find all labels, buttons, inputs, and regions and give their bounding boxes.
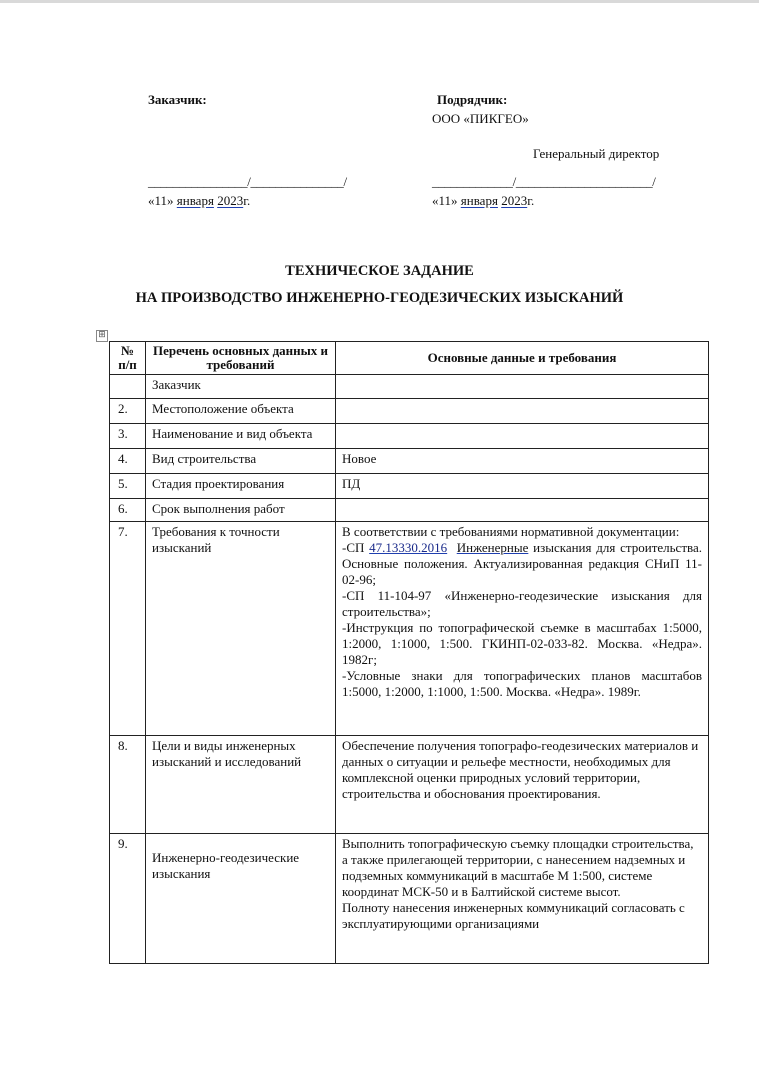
req-intro: В соответствии с требованиями нормативной документации:: [342, 524, 680, 539]
row-value: [336, 834, 709, 964]
col-header-data: Основные данные и требования: [336, 342, 709, 375]
date-month: января: [460, 193, 498, 208]
customer-signature-line: ________________/_______________/: [148, 174, 347, 189]
contractor-date: [432, 193, 534, 209]
requirements-table: [109, 341, 709, 964]
table-row: [110, 449, 709, 474]
date-day: «11»: [432, 193, 458, 208]
row-name: Требования к точности изысканий: [146, 522, 336, 736]
row-num: 5.: [110, 474, 146, 499]
row-num: 4.: [110, 449, 146, 474]
date-day: «11»: [148, 193, 174, 208]
req-item: -СП 11-104-97 «Инженерно-геодезические изыскания для строительства»;: [342, 588, 702, 619]
customer-label: Заказчик:: [148, 92, 207, 107]
row-value: [336, 499, 709, 522]
row-name: Цели и виды инженерных изысканий и исследований: [146, 736, 336, 834]
date-suffix: г.: [527, 193, 535, 208]
req-item: [342, 540, 702, 588]
col-header-num: № п/п: [110, 342, 146, 375]
contractor-position: Генеральный директор: [533, 146, 660, 161]
row-value: [336, 375, 709, 399]
doc-title-line1: ТЕХНИЧЕСКОЕ ЗАДАНИЕ: [285, 263, 474, 279]
req-item: -Условные знаки для топографических планов масштабов 1:5000, 1:2000, 1:1000, 1:500. Москва. «Недра». 1989г.: [342, 668, 702, 699]
row-name: Местоположение объекта: [146, 399, 336, 424]
customer-date: [148, 193, 250, 209]
row-name-text: Инженерно-геодезические изыскания: [152, 850, 300, 881]
row-num: 8.: [110, 736, 146, 834]
table-row: [110, 375, 709, 399]
sp-word: Инженерные: [456, 540, 529, 555]
row-num: 9.: [110, 834, 146, 964]
row-name: Наименование и вид объекта: [146, 424, 336, 449]
col-header-list: Перечень основных данных и требований: [146, 342, 336, 375]
row-num: 6.: [110, 499, 146, 522]
row-name: Заказчик: [146, 375, 336, 399]
req-prefix: -СП: [342, 540, 370, 555]
row-name: [146, 834, 336, 964]
row-num: 3.: [110, 424, 146, 449]
row-value: [336, 424, 709, 449]
table-row: [110, 474, 709, 499]
req-text: Полноту нанесения инженерных коммуникаций согласовать с эксплуатирующими организациями: [342, 900, 685, 931]
table-row: [110, 736, 709, 834]
table-row: [110, 834, 709, 964]
table-row: [110, 399, 709, 424]
date-year: 2023: [501, 193, 528, 208]
table-row: [110, 499, 709, 522]
table-header-row: [110, 342, 709, 375]
table-row: [110, 522, 709, 736]
date-year: 2023: [217, 193, 244, 208]
date-suffix: г.: [243, 193, 251, 208]
row-value: Новое: [336, 449, 709, 474]
row-name: Вид строительства: [146, 449, 336, 474]
table-row: [110, 424, 709, 449]
row-value: [336, 399, 709, 424]
row-value: [336, 522, 709, 736]
req-text: Выполнить топографическую съемку площадки строительства, а также прилегающей территории, с нанесением надземных и подземных коммуникаций в масштабе М 1:500, системе координат МСК-50 и в Балтийской системе высот.: [342, 836, 694, 899]
doc-title-line2: НА ПРОИЗВОДСТВО ИНЖЕНЕРНО-ГЕОДЕЗИЧЕСКИХ ИЗЫСКАНИЙ: [135, 290, 624, 306]
page-top-border: [0, 0, 759, 3]
row-num: [110, 375, 146, 399]
row-num: 2.: [110, 399, 146, 424]
table-move-handle-icon[interactable]: ⊞: [96, 330, 108, 342]
date-month: января: [176, 193, 214, 208]
sp-rest: изыскания для строительства. Основные положения. Актуализированная редакция СНиП 11-02-96;: [342, 540, 702, 587]
row-value: ПД: [336, 474, 709, 499]
req-item: -Инструкция по топографической съемке в масштабах 1:5000, 1:2000, 1:1000, 1:500. ГКИНП-02-033-82. Москва. «Недра». 1982г;: [342, 620, 702, 667]
row-num: 7.: [110, 522, 146, 736]
contractor-label: Подрядчик:: [437, 92, 508, 107]
row-name: Срок выполнения работ: [146, 499, 336, 522]
row-value: Обеспечение получения топографо-геодезических материалов и данных о ситуации и рельефе местности, необходимых для комплексной оценки природных условий территории, строительства и обоснования проектирования.: [336, 736, 709, 834]
sp-code-link[interactable]: 47.13330.2016: [369, 540, 448, 555]
contractor-org: ООО «ПИКГЕО»: [432, 111, 529, 126]
contractor-signature-line: _____________/______________________/: [432, 174, 656, 189]
row-name: Стадия проектирования: [146, 474, 336, 499]
